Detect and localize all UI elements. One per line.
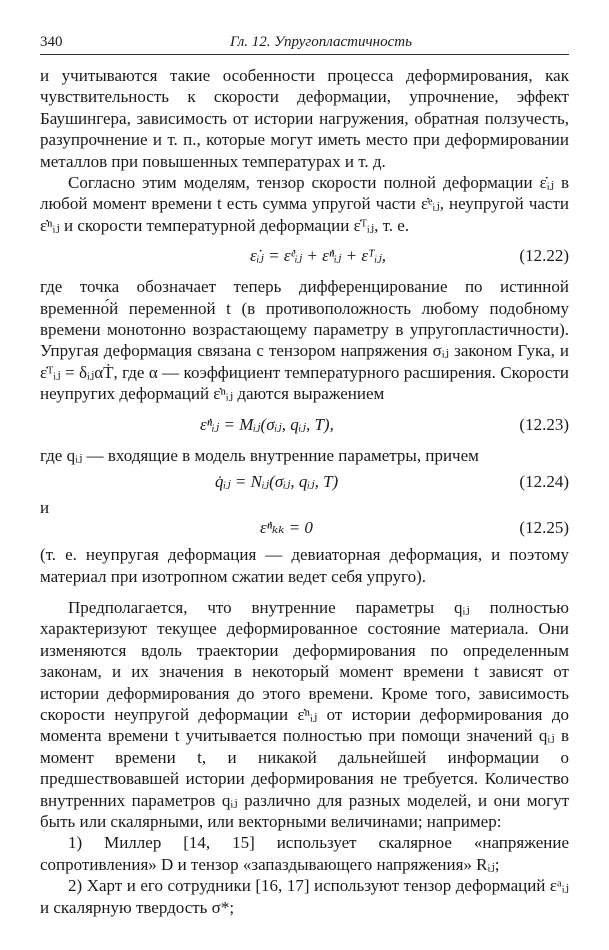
- equation-12-25-body: ε̇ⁿₖₖ = 0: [260, 518, 313, 538]
- equation-12-22-number: (12.22): [519, 246, 569, 266]
- paragraph-4: где qᵢⱼ — входящие в модель внутренние параметры, причем: [40, 445, 479, 465]
- page-header: [40, 34, 569, 55]
- paragraph-6: Предполагается, что внутренние параметры qᵢⱼ полностью характеризуют текущее деформированное состояние материала. Они изменяются вдоль траектории деформирования по определенным законам, и их значения в некоторый момент времени t зависят от истории деформирования до этого времени. Кроме того, зависимость скорости неупругой деформации ε̇ⁿᵢⱼ от истории деформирования до момента времени t учитывается полностью при помощи значений qᵢⱼ в момент времени t, и никакой дальнейшей информации о предшествовавшей истории деформирования не требуется. Количество внутренних параметров qᵢⱼ различно для разных моделей, и они могут быть или скалярными, или векторными величинами; например:: [40, 597, 569, 831]
- equation-12-22-body: ε̇ᵢⱼ = ε̇ᵉᵢⱼ + ε̇ⁿᵢⱼ + ε̇ᵀᵢⱼ,: [250, 246, 387, 266]
- running-title: Гл. 12. Упругопластичность: [230, 34, 412, 50]
- equation-12-24-body: q̇ᵢⱼ = Nᵢⱼ(σᵢⱼ, qᵢⱼ, T): [215, 472, 339, 492]
- conjunction-and: и: [40, 498, 50, 518]
- paragraph-2: Согласно этим моделям, тензор скорости полной деформации ε̇ᵢⱼ в любой момент времени t есть сумма упругой части ε̇ᵉᵢⱼ, неупругой части ε̇ⁿᵢⱼ и скорости температурной деформации ε̇ᵀᵢⱼ, т. е.: [40, 173, 569, 235]
- equation-12-23-body: ε̇ⁿᵢⱼ = Mᵢⱼ(σᵢⱼ, qᵢⱼ, T),: [200, 414, 334, 434]
- paragraph-5: (т. е. неупругая деформация — девиаторная деформация, и поэтому материал при изотропном сжатии ведет себя упруго).: [40, 545, 569, 586]
- equation-12-24-number: (12.24): [519, 472, 569, 492]
- paragraph-7: 1) Миллер [14, 15] использует скалярное «напряжение сопротивления» D и тензор «запаздывающего напряжения» Rᵢⱼ;: [40, 833, 569, 874]
- equation-12-25-number: (12.25): [519, 518, 569, 538]
- page-number: 340: [40, 34, 63, 50]
- paragraph-3: где точка обозначает теперь дифференцирование по истинной временно́й переменной t (в противоположность любому подобному времени монотонно возрастающему параметру в упругопластичности). Упругая деформация связана с тензором напряжения σᵢⱼ законом Гука, и ε̇ᵀᵢⱼ = δᵢⱼαṪ, где α — коэффициент температурного расширения. Скорости неупругих деформаций ε̇ⁿᵢⱼ даются выражением: [40, 277, 569, 404]
- equation-12-25: [40, 512, 569, 544]
- equation-12-23-number: (12.23): [519, 414, 569, 434]
- paragraph-8: 2) Харт и его сотрудники [16, 17] используют тензор деформаций εᵃᵢⱼ и скалярную твердость σ*;: [40, 876, 569, 917]
- equation-12-24: [40, 466, 569, 498]
- paragraph-1: и учитываются такие особенности процесса деформирования, как чувствительность к скорости деформации, упрочнение, эффект Баушингера, зависимость от истории нагружения, обратная ползучесть, разупрочнение и т. п., которые могут иметь место при деформировании металлов при повышенных температурах и т. д.: [40, 66, 569, 171]
- equation-12-23: [40, 405, 569, 445]
- equation-12-22: [40, 236, 569, 276]
